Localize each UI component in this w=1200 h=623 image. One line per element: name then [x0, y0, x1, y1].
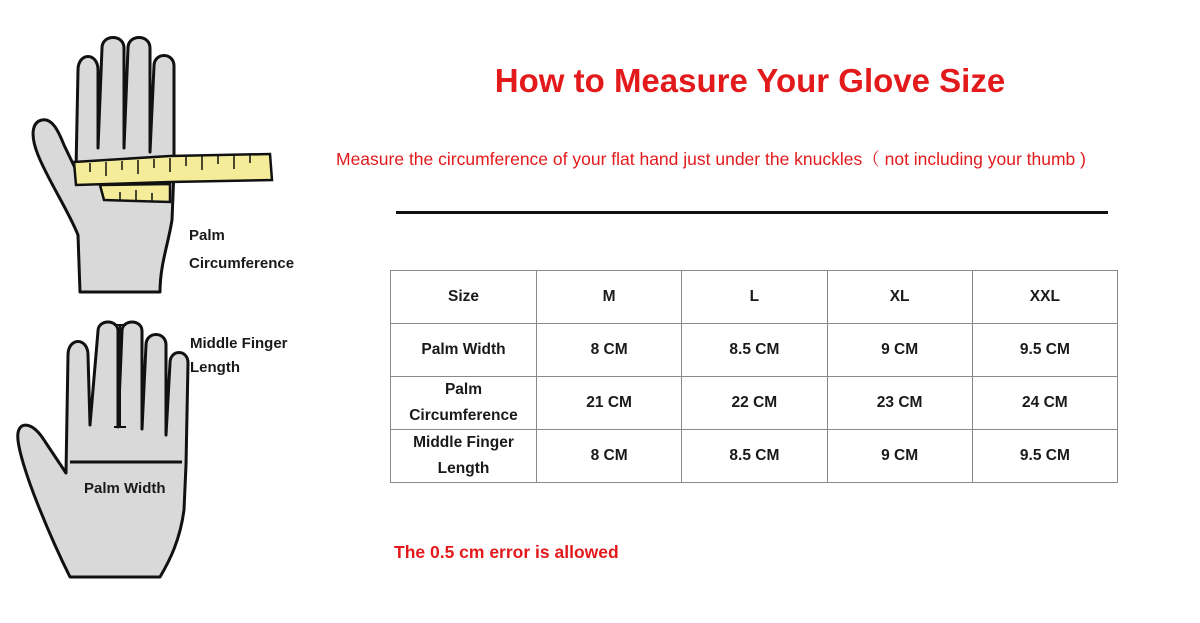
table-cell: 9.5 CM — [972, 430, 1117, 483]
palm-width-label: Palm Width — [84, 480, 166, 497]
table-cell: 9.5 CM — [972, 324, 1117, 377]
table-cell: 8.5 CM — [682, 430, 827, 483]
table-cell: 8.5 CM — [682, 324, 827, 377]
divider — [396, 211, 1108, 214]
header-cell: L — [682, 271, 827, 324]
palm-circumference-label: Palm Circumference — [189, 227, 295, 272]
table-cell: 9 CM — [827, 324, 972, 377]
table-cell: 9 CM — [827, 430, 972, 483]
table-cell: 8 CM — [537, 430, 682, 483]
header-cell: XXL — [972, 271, 1117, 324]
table-row — [391, 430, 1118, 483]
row-label-cell: Palm Circumference — [391, 377, 537, 430]
page-title: How to Measure Your Glove Size — [494, 62, 1006, 99]
error-tolerance-note: The 0.5 cm error is allowed — [394, 542, 619, 562]
header-cell: XL — [827, 271, 972, 324]
size-chart-table — [390, 270, 1118, 483]
table-row — [391, 324, 1118, 377]
measure-instruction: Measure the circumference of your flat hand just under the knuckles（ not including your thumb ) — [336, 149, 1086, 169]
row-label-cell: Palm Width — [391, 324, 537, 377]
middle-finger-length-label: Middle Finger Length — [190, 335, 288, 376]
table-cell: 23 CM — [827, 377, 972, 430]
header-cell: M — [537, 271, 682, 324]
table-cell: 24 CM — [972, 377, 1117, 430]
palm-width-hand-icon — [10, 315, 210, 585]
table-cell: 22 CM — [682, 377, 827, 430]
header-cell: Size — [391, 271, 537, 324]
row-label-cell: Middle Finger Length — [391, 430, 537, 483]
table-row — [391, 377, 1118, 430]
table-header-row — [391, 271, 1118, 324]
table-cell: 21 CM — [537, 377, 682, 430]
table-cell: 8 CM — [537, 324, 682, 377]
